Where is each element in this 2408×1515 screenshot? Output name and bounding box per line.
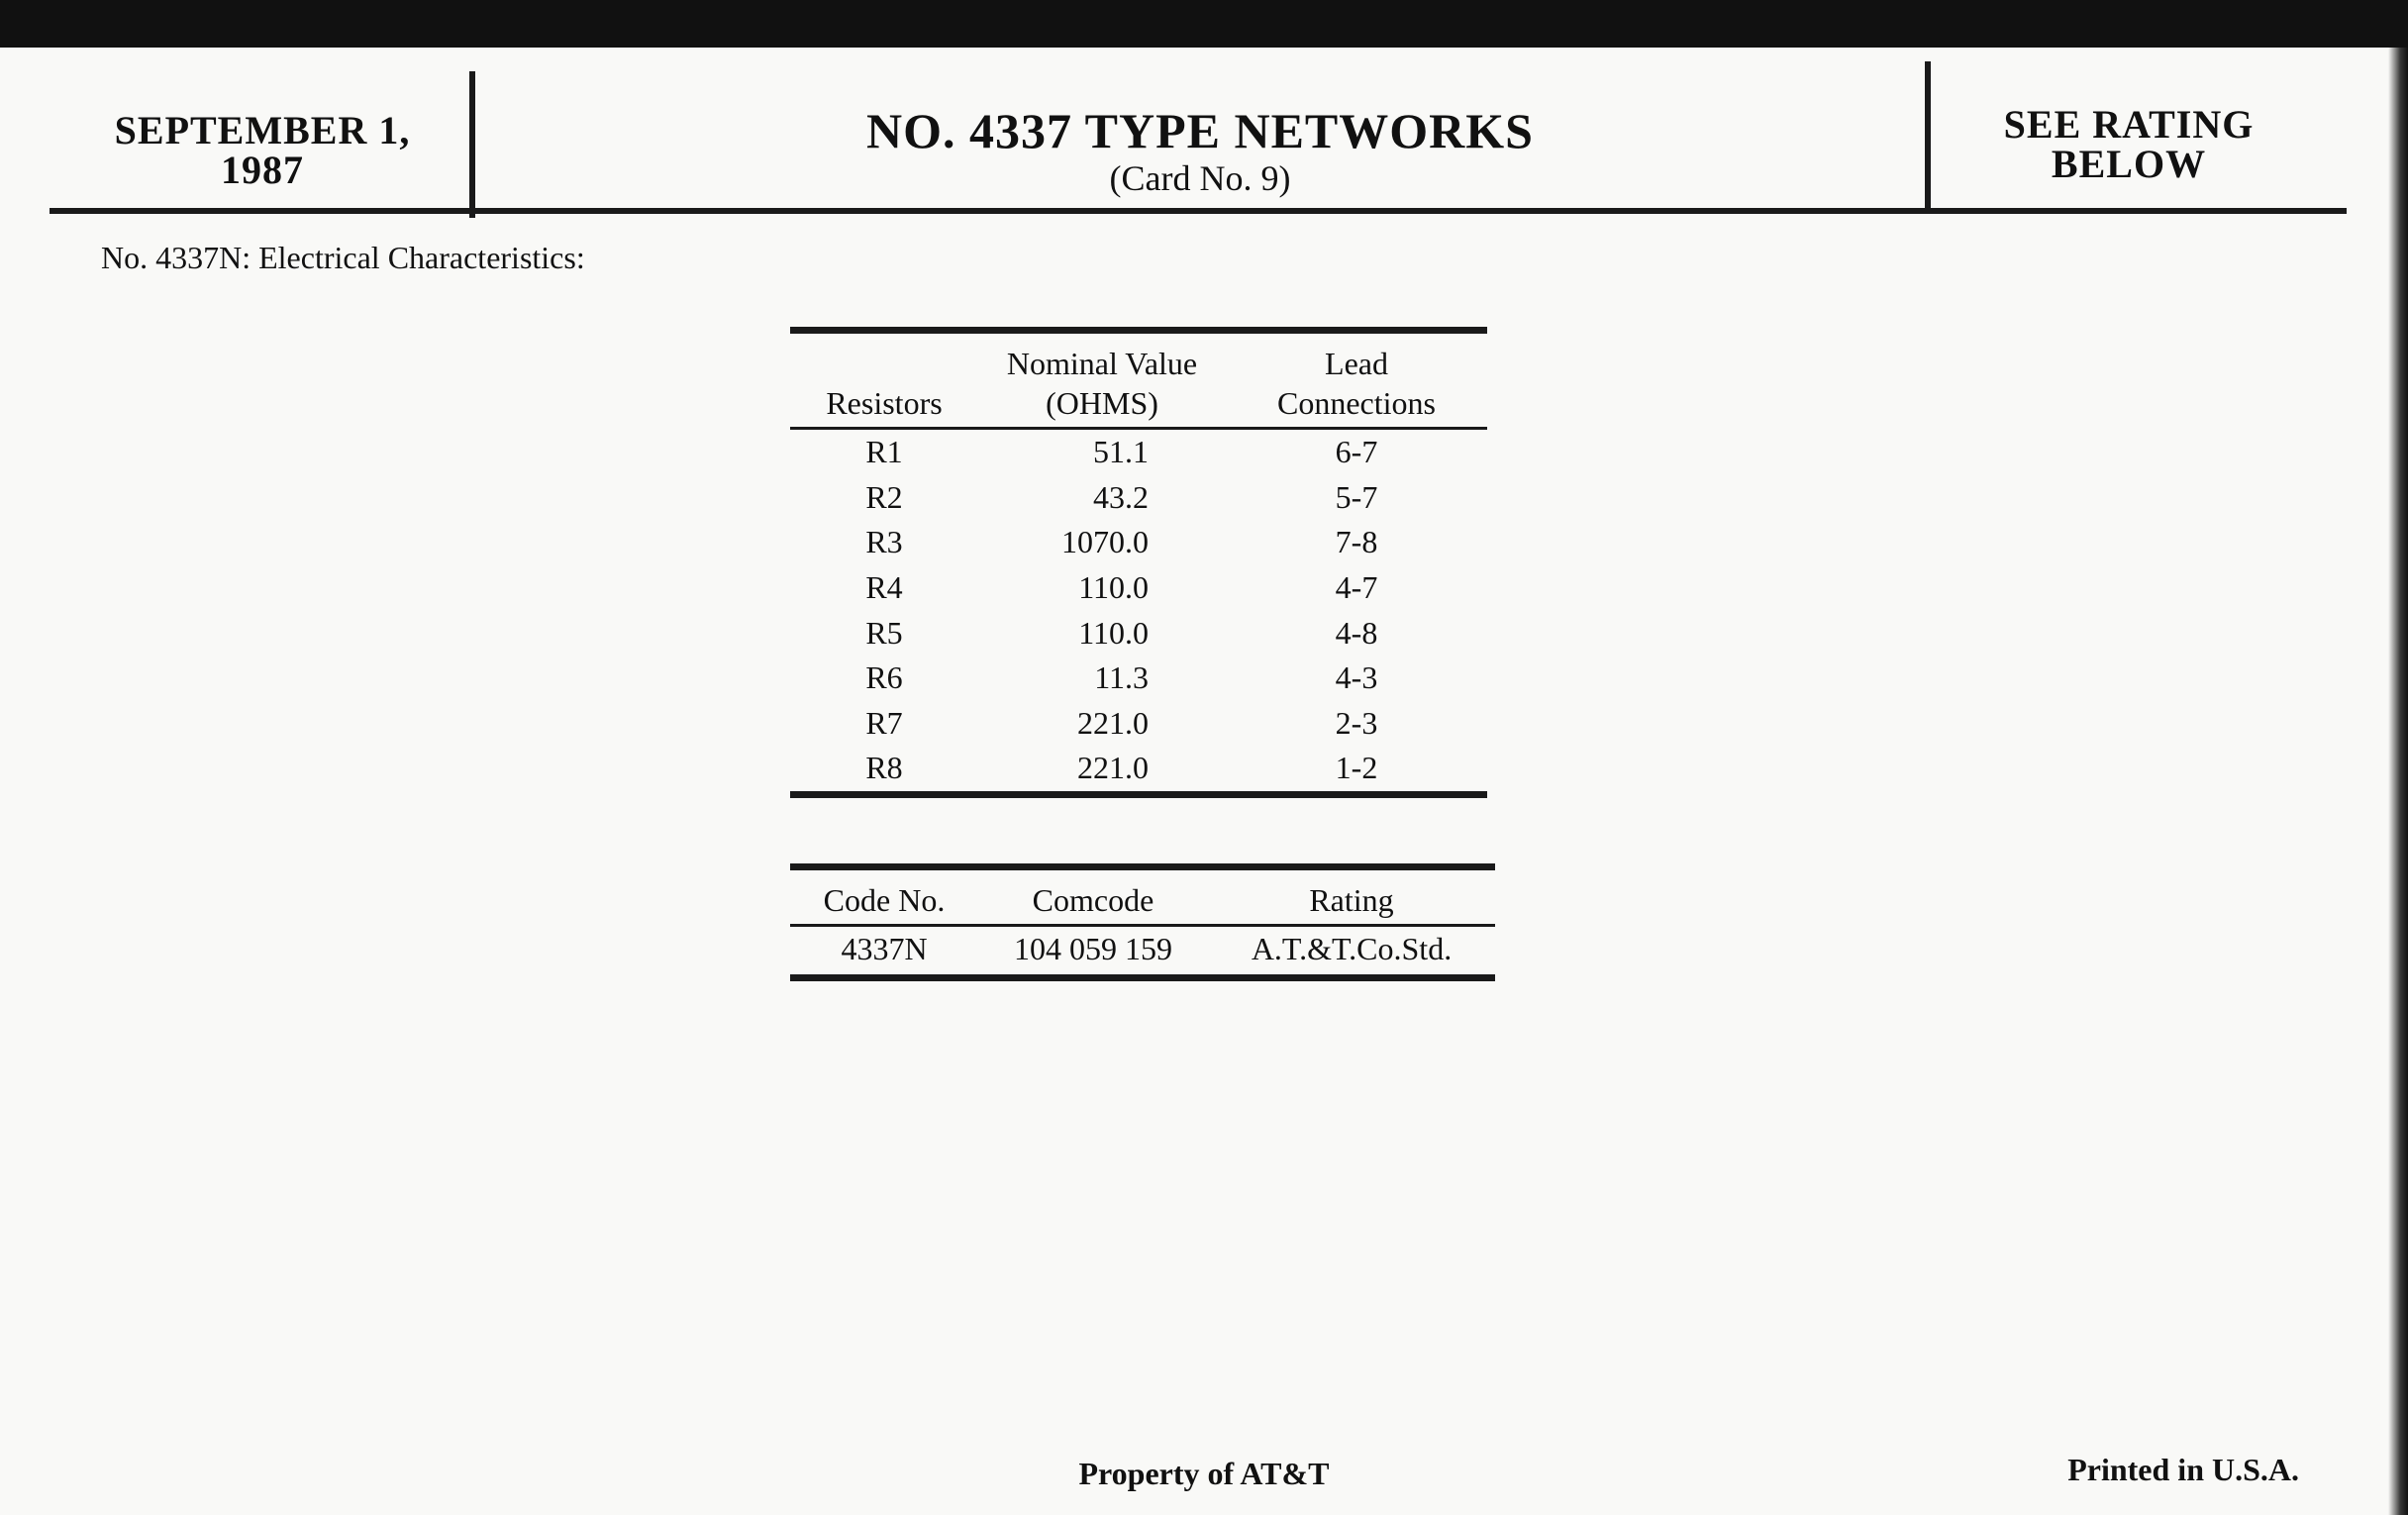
printed-notice: Printed in U.S.A.	[2067, 1452, 2299, 1487]
document-heading	[475, 103, 1925, 198]
header-nominal-value-line2: (OHMS)	[1046, 385, 1158, 421]
table-row	[790, 701, 1487, 747]
resistor-cell: R1	[865, 434, 903, 470]
resistor-cell: R4	[865, 569, 903, 606]
issue-date-line1: SEPTEMBER 1,	[114, 108, 411, 152]
issue-date-line2: 1987	[221, 148, 304, 192]
header-nominal-value-line1: Nominal Value	[1006, 346, 1198, 381]
header-rule	[50, 208, 2347, 214]
value-cell: 11.3	[1094, 659, 1149, 696]
rating-note-line2: BELOW	[2051, 142, 2207, 186]
leads-cell: 7-8	[1335, 524, 1378, 560]
document-title: NO. 4337 TYPE NETWORKS	[866, 103, 1534, 158]
header-resistors: Resistors	[826, 385, 943, 421]
table-row	[790, 475, 1487, 521]
header-comcode: Comcode	[1032, 882, 1154, 918]
resistor-cell: R5	[865, 614, 903, 651]
value-cell: 110.0	[1078, 614, 1149, 651]
resistor-cell: R6	[865, 659, 903, 696]
value-cell: 221.0	[1077, 704, 1149, 741]
resistor-table	[790, 327, 1487, 798]
resistor-cell: R3	[865, 524, 903, 560]
table-row	[790, 610, 1487, 656]
leads-cell: 1-2	[1335, 750, 1378, 786]
table-row	[790, 429, 1487, 475]
resistor-cell: R8	[865, 750, 903, 786]
rating-note	[1931, 102, 2327, 186]
leads-cell: 6-7	[1335, 434, 1378, 470]
code-table-header	[790, 867, 1495, 926]
section-label: No. 4337N: Electrical Characteristics:	[101, 240, 585, 275]
table-row	[790, 746, 1487, 794]
value-cell: 110.0	[1078, 569, 1149, 606]
table-row	[790, 520, 1487, 565]
leads-cell: 5-7	[1335, 478, 1378, 515]
code-cell: 4337N	[841, 931, 928, 966]
table-row	[790, 926, 1495, 978]
resistor-cell: R2	[865, 478, 903, 515]
issue-date	[59, 108, 465, 192]
header-lead-connections	[1226, 331, 1487, 429]
resistor-cell: R7	[865, 704, 903, 741]
table-row	[790, 565, 1487, 611]
value-cell: 43.2	[1093, 478, 1149, 515]
leads-cell: 4-3	[1335, 659, 1378, 696]
value-cell: 221.0	[1077, 750, 1149, 786]
rating-cell: A.T.&T.Co.Std.	[1251, 931, 1453, 966]
value-cell: 1070.0	[1061, 524, 1149, 560]
card-number: (Card No. 9)	[1109, 158, 1291, 198]
comcode-cell: 104 059 159	[1014, 931, 1172, 966]
header-code-no: Code No.	[823, 882, 946, 918]
card-edge-shadow	[2388, 48, 2408, 1515]
leads-cell: 2-3	[1335, 704, 1378, 741]
table-row	[790, 656, 1487, 701]
header-lead-connections-line1: Lead	[1325, 346, 1388, 381]
property-notice: Property of AT&T	[1078, 1456, 1330, 1491]
leads-cell: 4-8	[1335, 614, 1378, 651]
resistor-table-header	[790, 331, 1487, 429]
header-rating: Rating	[1309, 882, 1394, 918]
code-table	[790, 863, 1495, 981]
value-cell: 51.1	[1093, 434, 1149, 470]
rating-note-line1: SEE RATING	[2003, 102, 2255, 147]
header-lead-connections-line2: Connections	[1277, 385, 1436, 421]
header-nominal-value	[978, 331, 1226, 429]
leads-cell: 4-7	[1335, 569, 1378, 606]
